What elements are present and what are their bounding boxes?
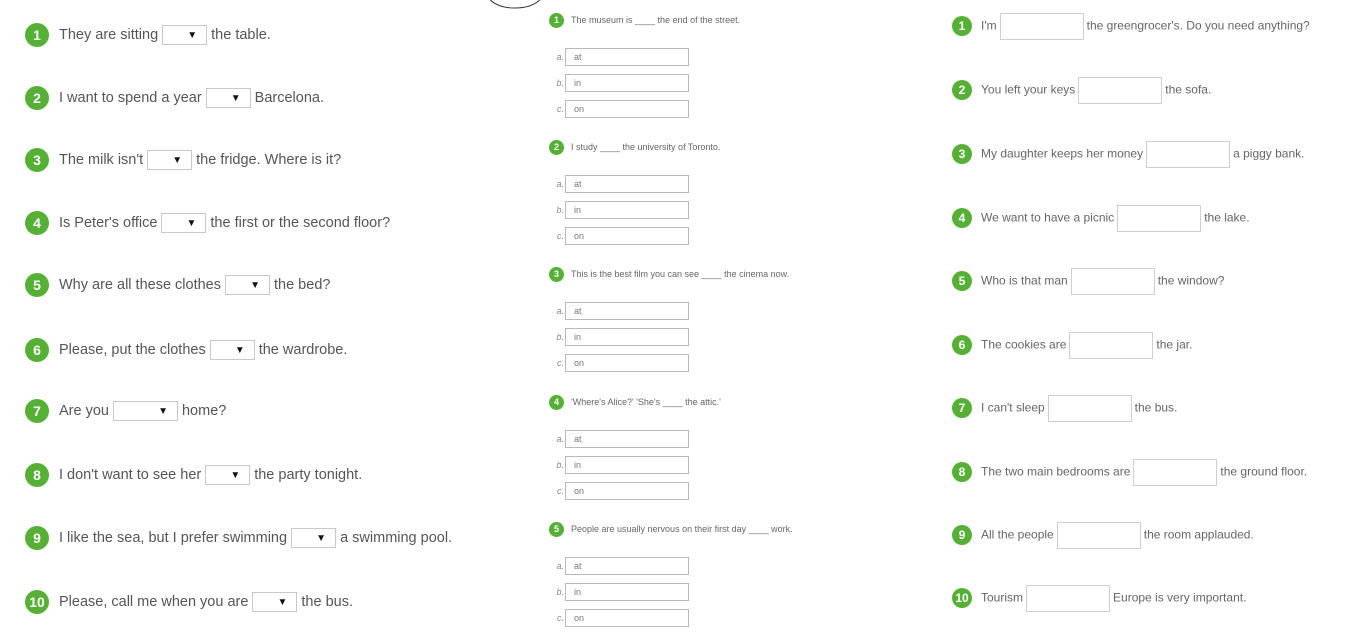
answer-input[interactable] (1146, 141, 1230, 168)
middle-question-4 (549, 394, 721, 410)
left-question-10 (25, 589, 353, 615)
answer-dropdown[interactable] (210, 340, 255, 360)
option-row (554, 608, 689, 628)
middle-question-1 (549, 12, 740, 28)
option-on-button[interactable]: on (565, 609, 689, 627)
answer-dropdown[interactable] (147, 150, 192, 170)
right-question-6 (952, 331, 1192, 359)
question-text-before: I don't want to see her (59, 466, 202, 483)
question-text-before: The two main bedrooms are (981, 464, 1131, 479)
question-number-badge: 2 (549, 140, 564, 155)
dropdown-arrow-icon: ▼ (316, 532, 327, 544)
question-text (59, 275, 330, 295)
answer-dropdown[interactable] (161, 213, 206, 233)
answer-input[interactable] (1071, 268, 1155, 295)
question-number-badge: 2 (25, 86, 49, 110)
question-number-badge: 10 (25, 590, 49, 614)
option-row (554, 582, 689, 602)
question-number-badge: 10 (952, 588, 972, 608)
question-text-before: I'm (981, 18, 997, 33)
right-question-2 (952, 76, 1211, 104)
question-text-after: the sofa. (1165, 82, 1212, 97)
question-number-badge: 4 (952, 208, 972, 228)
question-text-after: the table. (211, 26, 271, 43)
question-text-after: home? (181, 402, 227, 419)
question-number-badge: 2 (952, 80, 972, 100)
option-at-button[interactable]: at (565, 302, 689, 320)
question-text-before: Why are all these clothes (59, 276, 221, 293)
option-row (554, 73, 689, 93)
question-text-after: the wardrobe. (258, 341, 348, 358)
question-text-after: the window? (1157, 273, 1225, 288)
question-number-badge: 3 (952, 144, 972, 164)
question-text (981, 268, 1224, 295)
option-letter: a. (556, 179, 564, 189)
question-text-before: You left your keys (981, 82, 1076, 97)
left-question-8 (25, 462, 362, 488)
question-text-after: the bed? (274, 276, 331, 293)
answer-dropdown[interactable] (206, 88, 251, 108)
middle-question-3 (549, 266, 789, 282)
question-text (59, 592, 353, 612)
option-letter: c. (556, 486, 564, 496)
option-letter: b. (556, 78, 564, 88)
option-on-button[interactable]: on (565, 100, 689, 118)
question-text-before: Is Peter's office (59, 214, 158, 231)
option-in-button[interactable]: in (565, 583, 689, 601)
question-text-before: I can't sleep (981, 400, 1045, 415)
right-question-3 (952, 140, 1304, 168)
option-row (554, 200, 689, 220)
answer-dropdown[interactable] (162, 25, 207, 45)
question-text-after: the fridge. Where is it? (196, 151, 342, 168)
question-text-after: Europe is very important. (1113, 590, 1247, 605)
option-letter: c. (556, 613, 564, 623)
left-question-7 (25, 398, 226, 424)
option-row (554, 226, 689, 246)
answer-input[interactable] (1117, 205, 1201, 232)
dropdown-arrow-icon: ▼ (158, 405, 168, 417)
question-number-badge: 3 (549, 267, 564, 282)
question-number-badge: 4 (25, 211, 49, 235)
option-at-button[interactable]: at (565, 175, 689, 193)
question-text: I study ____ the university of Toronto. (571, 142, 721, 152)
left-question-1 (25, 22, 271, 48)
question-text-after: the greengrocer's. Do you need anything? (1086, 18, 1310, 33)
option-at-button[interactable]: at (565, 557, 689, 575)
question-text-before: They are sitting (59, 26, 159, 43)
question-number-badge: 5 (549, 522, 564, 537)
question-text-after: the jar. (1156, 337, 1193, 352)
question-text: The museum is ____ the end of the street. (571, 15, 741, 25)
option-row (554, 455, 689, 475)
question-number-badge: 3 (25, 148, 49, 172)
question-number-badge: 7 (952, 398, 972, 418)
question-text (981, 332, 1192, 359)
question-text (981, 141, 1304, 168)
left-question-6 (25, 337, 347, 363)
question-text-after: Barcelona. (254, 89, 324, 106)
right-question-10 (952, 584, 1246, 612)
question-text-before: I want to spend a year (59, 89, 202, 106)
option-row (554, 327, 689, 347)
question-number-badge: 8 (25, 463, 49, 487)
question-text (59, 528, 452, 548)
question-text-before: Please, call me when you are (59, 593, 249, 610)
question-number-badge: 4 (549, 395, 564, 410)
question-text-after: a piggy bank. (1233, 146, 1305, 161)
answer-input[interactable] (1057, 522, 1141, 549)
question-text (59, 465, 362, 485)
question-number-badge: 1 (549, 13, 564, 28)
question-text (981, 395, 1177, 422)
question-text (981, 522, 1254, 549)
question-text: This is the best film you can see ____ the cinema now. (571, 269, 790, 279)
right-question-1 (952, 12, 1310, 40)
answer-dropdown[interactable] (225, 275, 270, 295)
question-text-before: We want to have a picnic (981, 210, 1115, 225)
right-question-7 (952, 394, 1177, 422)
option-row (554, 301, 689, 321)
answer-input[interactable] (1000, 13, 1084, 40)
answer-dropdown[interactable] (252, 592, 297, 612)
decorative-curve (485, 0, 545, 14)
left-question-2 (25, 85, 324, 111)
answer-input[interactable] (1026, 585, 1110, 612)
answer-dropdown[interactable] (291, 528, 336, 548)
question-text (59, 213, 390, 233)
question-text: 'Where's Alice?' 'She's ____ the attic.' (571, 397, 721, 407)
question-text (981, 585, 1246, 612)
option-letter: a. (556, 434, 564, 444)
question-number-badge: 5 (25, 273, 49, 297)
question-text (981, 459, 1307, 486)
question-text-before: Are you (59, 402, 109, 419)
option-at-button[interactable]: at (565, 430, 689, 448)
question-text-after: the first or the second floor? (210, 214, 391, 231)
question-text (981, 13, 1310, 40)
answer-input[interactable] (1069, 332, 1153, 359)
option-row (554, 353, 689, 373)
dropdown-arrow-icon: ▼ (186, 217, 197, 229)
answer-dropdown[interactable] (113, 401, 178, 421)
question-text-before: All the people (981, 527, 1054, 542)
dropdown-arrow-icon: ▼ (234, 344, 245, 356)
option-at-button[interactable]: at (565, 48, 689, 66)
left-question-3 (25, 147, 341, 173)
question-text (59, 88, 324, 108)
left-question-4 (25, 210, 390, 236)
question-text-before: I like the sea, but I prefer swimming (59, 529, 288, 546)
question-number-badge: 5 (952, 271, 972, 291)
option-letter: b. (556, 460, 564, 470)
option-in-button[interactable]: in (565, 456, 689, 474)
dropdown-arrow-icon: ▼ (172, 154, 183, 166)
right-question-5 (952, 267, 1224, 295)
option-row (554, 556, 689, 576)
left-question-9 (25, 525, 452, 551)
question-text (59, 401, 226, 421)
question-text (59, 340, 347, 360)
question-text (59, 150, 341, 170)
option-letter: a. (556, 306, 564, 316)
dropdown-arrow-icon: ▼ (250, 279, 260, 291)
option-letter: b. (556, 587, 564, 597)
question-text-before: Please, put the clothes (59, 341, 206, 358)
option-letter: a. (556, 561, 564, 571)
question-text-before: The milk isn't (59, 151, 144, 168)
left-question-5 (25, 272, 330, 298)
question-text-after: the lake. (1204, 210, 1250, 225)
middle-question-5 (549, 521, 793, 537)
question-number-badge: 1 (25, 23, 49, 47)
option-letter: c. (556, 231, 564, 241)
option-row (554, 429, 689, 449)
option-letter: b. (556, 332, 564, 342)
question-text-before: Who is that man (981, 273, 1068, 288)
question-number-badge: 9 (952, 525, 972, 545)
option-letter: a. (556, 52, 564, 62)
question-text-after: the bus. (301, 593, 353, 610)
question-text (981, 205, 1250, 232)
question-text-after: the party tonight. (254, 466, 363, 483)
dropdown-arrow-icon: ▼ (187, 29, 198, 41)
dropdown-arrow-icon: ▼ (230, 469, 241, 481)
question-text-after: the ground floor. (1220, 464, 1308, 479)
question-text-after: the room applauded. (1143, 527, 1254, 542)
question-text: People are usually nervous on their first day ____ work. (571, 524, 793, 534)
dropdown-arrow-icon: ▼ (230, 92, 241, 104)
option-in-button[interactable]: in (565, 201, 689, 219)
option-row (554, 174, 689, 194)
dropdown-arrow-icon: ▼ (277, 596, 288, 608)
question-text-after: a swimming pool. (340, 529, 453, 546)
question-number-badge: 9 (25, 526, 49, 550)
option-letter: c. (556, 358, 564, 368)
question-number-badge: 7 (25, 399, 49, 423)
option-in-button[interactable]: in (565, 328, 689, 346)
answer-input[interactable] (1048, 395, 1132, 422)
question-text-after: the bus. (1134, 400, 1178, 415)
question-text-before: Tourism (981, 590, 1024, 605)
question-number-badge: 6 (952, 335, 972, 355)
middle-question-2 (549, 139, 720, 155)
right-question-8 (952, 458, 1307, 486)
right-question-9 (952, 521, 1254, 549)
question-text (981, 77, 1211, 104)
option-on-button[interactable]: on (565, 482, 689, 500)
answer-input[interactable] (1133, 459, 1217, 486)
question-number-badge: 6 (25, 338, 49, 362)
option-letter: b. (556, 205, 564, 215)
question-number-badge: 8 (952, 462, 972, 482)
option-on-button[interactable]: on (565, 354, 689, 372)
right-question-4 (952, 204, 1250, 232)
answer-dropdown[interactable] (205, 465, 250, 485)
question-text-before: My daughter keeps her money (981, 146, 1144, 161)
option-row (554, 481, 689, 501)
option-in-button[interactable]: in (565, 74, 689, 92)
answer-input[interactable] (1078, 77, 1162, 104)
option-row (554, 99, 689, 119)
option-letter: c. (556, 104, 564, 114)
option-row (554, 47, 689, 67)
question-text (59, 25, 271, 45)
option-on-button[interactable]: on (565, 227, 689, 245)
question-number-badge: 1 (952, 16, 972, 36)
question-text-before: The cookies are (981, 337, 1067, 352)
